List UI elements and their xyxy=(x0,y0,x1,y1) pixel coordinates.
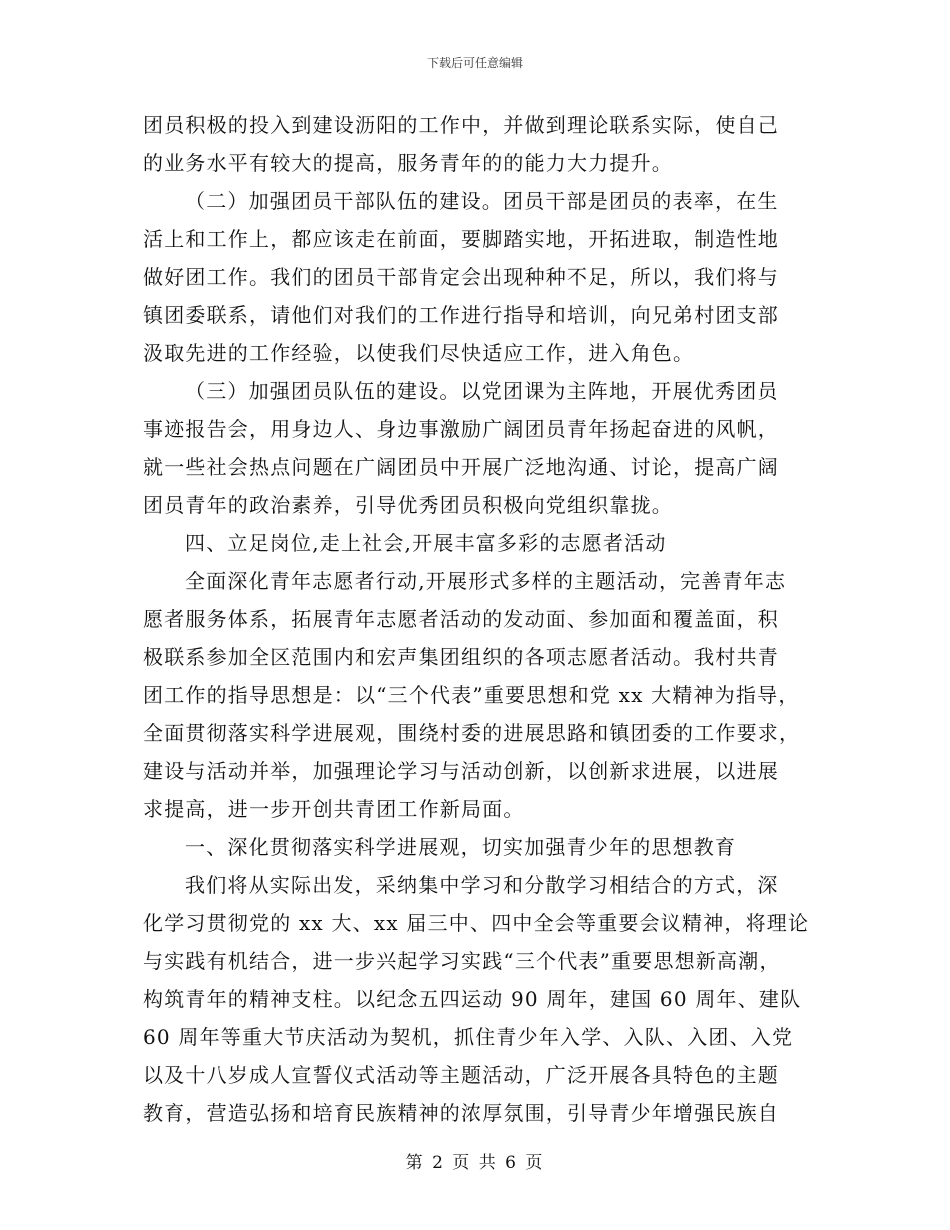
text-line: 汲取先进的工作经验，以使我们尽快适应工作，进入角色。 xyxy=(143,341,695,365)
text-line: 构筑青年的精神支柱。以纪念五四运动 90 周年，建国 60 周年、建队 xyxy=(143,987,802,1011)
text-line: 愿者服务体系，拓展青年志愿者活动的发动面、参加面和覆盖面，积 xyxy=(143,607,779,631)
text-line: 我们将从实际出发，采纳集中学习和分散学习相结合的方式，深 xyxy=(185,873,779,897)
text-line: 以及十八岁成人宣誓仪式活动等主题活动，广泛开展各具特色的主题 xyxy=(143,1063,779,1087)
text-line: 团员青年的政治素养，引导优秀团员积极向党组织靠拢。 xyxy=(143,493,673,517)
text-line: 极联系参加全区范围内和宏声集团组织的各项志愿者活动。我村共青 xyxy=(143,645,779,669)
text-line: 团工作的指导思想是：以“三个代表”重要思想和党 xx 大精神为指导， xyxy=(143,683,800,707)
text-line: 团员积极的投入到建设沥阳的工作中，并做到理论联系实际，使自己 xyxy=(143,113,779,137)
document-body xyxy=(143,106,813,1132)
text-line: 与实践有机结合，进一步兴起学习实践“三个代表”重要思想新高潮， xyxy=(143,949,781,973)
page-footer: 第 2 页 共 6 页 xyxy=(405,1153,545,1173)
text-line: 事迹报告会，用身边人、身边事激励广阔团员青年扬起奋进的风帆， xyxy=(143,417,779,441)
page-header: 下载后可任意编辑 xyxy=(426,56,523,70)
text-line: 就一些社会热点问题在广阔团员中开展广泛地沟通、讨论，提高广阔 xyxy=(143,455,779,479)
section-heading: 四、立足岗位,走上社会,开展丰富多彩的志愿者活动 xyxy=(185,531,667,555)
text-line: 建设与活动并举，加强理论学习与活动创新，以创新求进展，以进展 xyxy=(143,759,779,783)
text-line: 教育，营造弘扬和培育民族精神的浓厚氛围，引导青少年增强民族自 xyxy=(143,1101,779,1125)
text-line: 化学习贯彻党的 xx 大、xx 届三中、四中全会等重要会议精神，将理论 xyxy=(143,911,810,935)
text-line: 60 周年等重大节庆活动为契机，抓住青少年入学、入队、入团、入党 xyxy=(143,1025,794,1049)
text-line: （二）加强团员干部队伍的建设。团员干部是团员的表率，在生 xyxy=(185,189,779,213)
text-line: 全面深化青年志愿者行动,开展形式多样的主题活动，完善青年志 xyxy=(185,569,787,593)
text-line: 做好团工作。我们的团员干部肯定会出现种种不足，所以，我们将与 xyxy=(143,265,779,289)
text-line: 的业务水平有较大的提高，服务青年的的能力大力提升。 xyxy=(143,151,673,175)
text-line: 求提高，进一步开创共青团工作新局面。 xyxy=(143,797,525,821)
text-line: （三）加强团员队伍的建设。以党团课为主阵地，开展优秀团员 xyxy=(185,379,779,403)
text-line: 镇团委联系，请他们对我们的工作进行指导和培训，向兄弟村团支部 xyxy=(143,303,779,327)
text-line: 全面贯彻落实科学进展观，围绕村委的进展思路和镇团委的工作要求， xyxy=(143,721,801,745)
section-heading: 一、深化贯彻落实科学进展观，切实加强青少年的思想教育 xyxy=(185,835,737,859)
text-line: 活上和工作上，都应该走在前面，要脚踏实地，开拓进取，制造性地 xyxy=(143,227,779,251)
